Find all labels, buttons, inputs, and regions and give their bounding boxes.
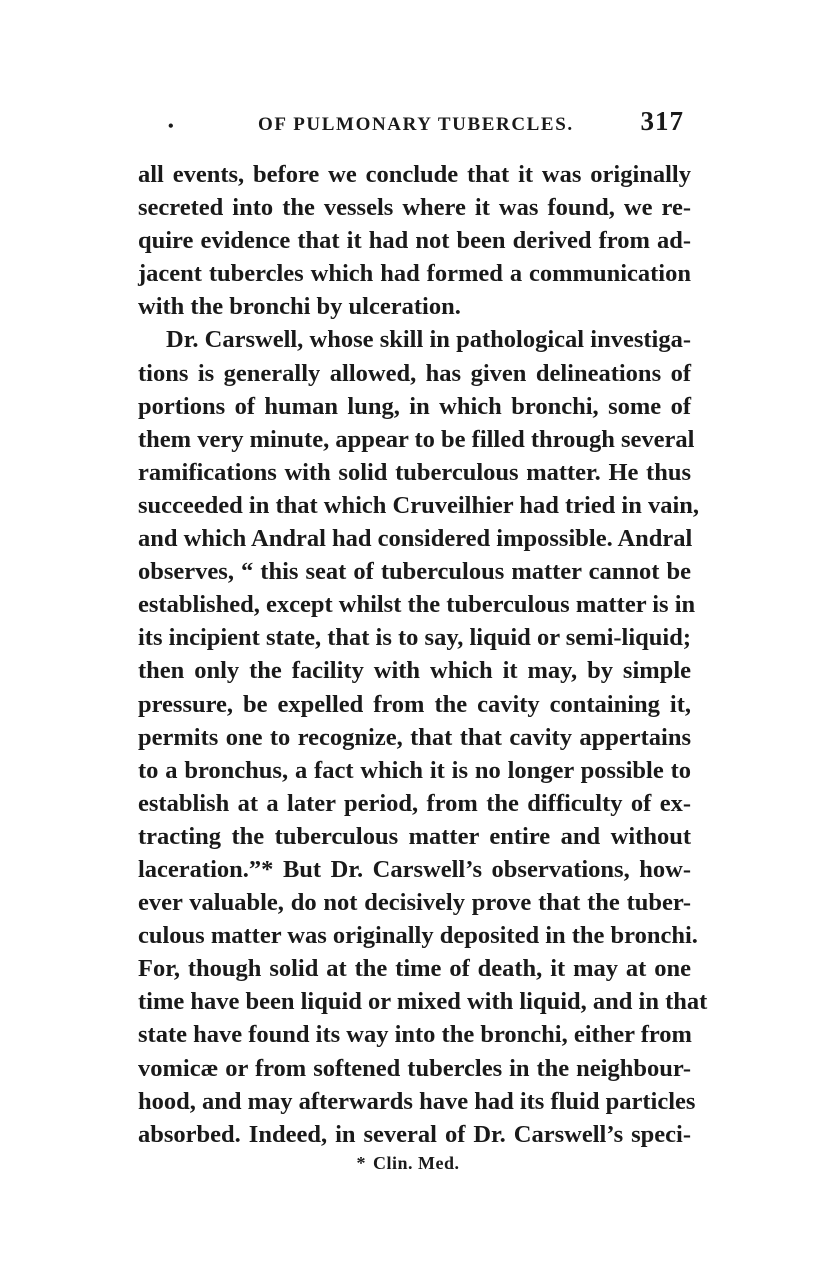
text-line: ever valuable, do not decisively prove that the tuber-: [138, 889, 691, 917]
text-line: time have been liquid or mixed with liquid, and in that: [138, 988, 708, 1016]
text-line: quire evidence that it had not been derived from ad-: [138, 227, 691, 255]
text-line: observes, “ this seat of tuberculous matter cannot be: [138, 558, 691, 586]
text-line: tracting the tuberculous matter entire and without: [138, 822, 691, 850]
text-line: with the bronchi by ulceration.: [138, 293, 461, 321]
text-line: culous matter was originally deposited in the bronchi.: [138, 922, 698, 950]
footnote-marker: *: [356, 1153, 366, 1173]
text-line: its incipient state, that is to say, liquid or semi-liquid;: [138, 624, 691, 652]
text-line: all events, before we conclude that it was originally: [138, 161, 691, 188]
text-line: permits one to recognize, that that cavity appertains: [138, 723, 691, 751]
text-line: For, though solid at the time of death, it may at one: [138, 955, 691, 983]
text-line: state have found its way into the bronchi, either from: [138, 1021, 692, 1049]
text-line: Dr. Carswell, whose skill in pathological investiga-: [166, 326, 691, 354]
footnote: [0, 1153, 816, 1174]
text-line: laceration.”* But Dr. Carswell’s observations, how-: [138, 855, 691, 883]
text-line: to a bronchus, a fact which it is no longer possible to: [138, 756, 691, 784]
text-line: portions of human lung, in which bronchi, some of: [138, 392, 691, 420]
text-line: succeeded in that which Cruveilhier had tried in vain,: [138, 491, 700, 519]
text-line: then only the facility with which it may, by simple: [138, 657, 691, 685]
text-line: hood, and may afterwards have had its fluid particles: [138, 1087, 696, 1115]
page-number: 317: [640, 106, 684, 136]
text-line: them very minute, appear to be filled through several: [138, 425, 695, 453]
text-line: pressure, be expelled from the cavity containing it,: [138, 690, 691, 718]
text-line: absorbed. Indeed, in several of Dr. Carswell’s speci-: [138, 1120, 691, 1148]
text-line: established, except whilst the tuberculous matter is in: [138, 591, 696, 619]
text-line: establish at a later period, from the difficulty of ex-: [138, 789, 691, 817]
header-dot: •: [168, 118, 174, 135]
text-line: ramifications with solid tuberculous matter. He thus: [138, 458, 691, 486]
page-header: [138, 106, 688, 140]
text-line: secreted into the vessels where it was found, we re-: [138, 194, 691, 222]
text-line: jacent tubercles which had formed a communication: [138, 260, 691, 288]
running-head: OF PULMONARY TUBERCLES.: [258, 114, 574, 135]
text-line: vomicæ or from softened tubercles in the neighbour-: [138, 1054, 691, 1082]
text-line: tions is generally allowed, has given delineations of: [138, 359, 691, 387]
body-text: [138, 158, 708, 1151]
footnote-text: Clin. Med.: [372, 1153, 460, 1173]
text-line: and which Andral had considered impossible. Andral: [138, 525, 693, 553]
